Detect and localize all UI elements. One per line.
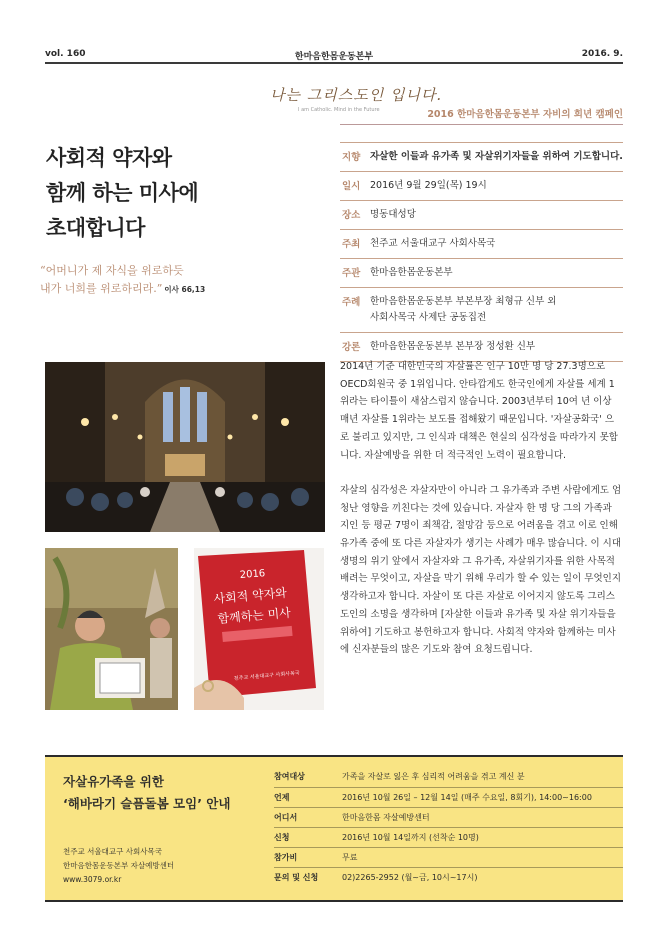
issue-date: 2016. 9. bbox=[581, 49, 623, 59]
scripture-quote bbox=[40, 262, 205, 299]
article-paragraph: 2014년 기준 대한민국의 자살률은 인구 10만 명 당 27.3명으로 OECD회원국 중 1위입니다. 안타깝게도 한국인에게 자살를 세계 1위라는 타이틀이 새삼스럽지 않습니다. 2003년부터 10여 년 이상 매년 자살를 1위라는 보도를 접해왔기 때문입니다. '자살공화국' 으로 불리고 있지만, 그 인식과 대책은 현실의 심각성을 따라가지 못합니다. 자살예방을 위한 더 적극적인 노력이 필요합니다. bbox=[340, 361, 618, 461]
detail-key: 문의 및 신청 bbox=[274, 872, 319, 882]
info-row bbox=[340, 259, 623, 288]
detail-key: 어디서 bbox=[274, 807, 342, 827]
divider bbox=[340, 124, 623, 125]
organizer-name: 천주교 서울대교구 사회사목국 bbox=[63, 847, 162, 856]
campaign-label: 2016 한마음한몸운동본부 자비의 희년 캠페인 bbox=[427, 109, 623, 120]
info-value bbox=[370, 294, 623, 326]
cathedral-mass-photo bbox=[45, 362, 325, 532]
booklet-photo bbox=[194, 548, 324, 710]
info-value-line: 한마음한몸운동본부 부본부장 최형규 신부 외 bbox=[370, 296, 557, 307]
box-organizers bbox=[63, 845, 174, 887]
article-body bbox=[340, 358, 623, 677]
info-key: 주례 bbox=[342, 297, 361, 308]
info-value: 한마음한몸운동본부 본부장 정성환 신부 bbox=[370, 341, 536, 352]
volume-label: vol. 160 bbox=[45, 49, 86, 59]
title-line: 사회적 약자와 bbox=[46, 146, 172, 170]
info-key: 주최 bbox=[342, 239, 361, 250]
quote-line: “어머니가 제 자식을 위로하듯 bbox=[40, 264, 184, 277]
info-row bbox=[340, 142, 623, 172]
org-name: 한마음한몸운동본부 bbox=[294, 52, 374, 62]
support-group-details bbox=[274, 767, 623, 887]
detail-key: 언제 bbox=[274, 787, 342, 807]
detail-value: 2016년 10월 14일까지 (선착순 10명) bbox=[342, 827, 623, 847]
info-key: 강론 bbox=[342, 342, 361, 353]
info-row bbox=[340, 201, 623, 230]
title-line: 초대합니다 bbox=[46, 216, 145, 240]
title-line: 함께 하는 미사에 bbox=[46, 181, 199, 205]
detail-value: 가족을 자살로 잃은 후 심리적 어려움을 겪고 계신 분 bbox=[342, 767, 623, 787]
booklet-title: 사회적 약자와 bbox=[213, 585, 288, 606]
info-value: 자살한 이들과 유가족 및 자살위기자들을 위하여 기도합니다. bbox=[370, 151, 623, 162]
box-title-line: 자살유가족을 위한 bbox=[63, 774, 164, 789]
detail-value: 2016년 10월 26일 – 12월 14일 (매주 수요일, 8회기), 14:00~16:00 bbox=[342, 787, 623, 807]
detail-value: 한마음한몸 자살예방센터 bbox=[342, 807, 623, 827]
logo-subtext: I am Catholic. Mind in the Future bbox=[298, 107, 380, 113]
info-row bbox=[340, 288, 623, 333]
booklet-footer: 천주교 서울대교구 사회사목국 bbox=[233, 670, 300, 682]
info-row bbox=[340, 172, 623, 201]
box-title-line: ‘해바라기 슬픔돌봄 모임’ 안내 bbox=[63, 796, 231, 811]
logo-script: 나는 그리스도인 입니다. bbox=[270, 86, 443, 104]
support-group-box bbox=[45, 755, 623, 902]
booklet-year: 2016 bbox=[239, 568, 266, 581]
info-value: 천주교 서울대교구 사회사목국 bbox=[370, 238, 496, 249]
detail-row bbox=[274, 767, 623, 787]
box-title bbox=[63, 771, 230, 815]
detail-row bbox=[274, 827, 623, 847]
info-value: 한마음한몸운동본부 bbox=[370, 267, 453, 278]
detail-row bbox=[274, 807, 623, 827]
organizer-name: 한마음한몸운동본부 자살예방센터 bbox=[63, 861, 175, 870]
event-info-table bbox=[340, 142, 623, 362]
info-key: 장소 bbox=[342, 210, 361, 221]
detail-key: 참가비 bbox=[274, 847, 342, 867]
page-title bbox=[46, 141, 198, 246]
priest-photo bbox=[45, 548, 178, 710]
detail-row bbox=[274, 847, 623, 867]
detail-key: 참여대상 bbox=[274, 767, 342, 787]
info-row bbox=[340, 230, 623, 259]
info-key: 주관 bbox=[342, 268, 361, 279]
website-link[interactable]: www.3079.or.kr bbox=[63, 875, 122, 884]
quote-line: 내가 너희를 위로하리라.” bbox=[40, 282, 163, 295]
detail-value: 02)2265-2952 (월~금, 10시~17시) bbox=[342, 872, 478, 882]
info-value: 명동대성당 bbox=[370, 209, 416, 220]
detail-key: 신청 bbox=[274, 827, 342, 847]
detail-row bbox=[274, 787, 623, 807]
detail-row bbox=[274, 867, 623, 887]
campaign-logo bbox=[270, 84, 443, 118]
booklet-title: 함께하는 미사 bbox=[217, 605, 292, 626]
article-paragraph: 자살의 심각성은 자살자만이 아니라 그 유가족과 주변 사람에게도 엄청난 영향을 끼친다는 것에 있습니다. 자살자 한 명 당 그의 가족과 지인 등 평균 7명이 죄책감, 절망감 등으로 어려움을 겪고 이로 인해 유가족 중에 또 다른 자살자가 생기는 사례가 매우 많습니다. 이 시대 생명의 위기 앞에서 자살자와 그 유가족, 자살위기자를 위한 사목적 배려는 무엇이고, 자살을 막기 위해 우리가 할 수 있는 일이 무엇인지 생각하고자 합니다. 자살이 또 다른 자살로 이어지지 않도록 그리스도인의 소명을 생각하며 [자살한 이들과 유가족 및 자살 위기자들을 위하여] 기도하고 봉헌하고자 합니다. 사회적 약자와 함께하는 미사에 신자분들의 많은 기도와 참여 요청드립니다. bbox=[340, 484, 622, 656]
detail-value: 무료 bbox=[342, 847, 623, 867]
info-value-line: 사회사목국 사제단 공동집전 bbox=[370, 312, 487, 323]
page-header bbox=[45, 46, 623, 64]
info-key: 일시 bbox=[342, 181, 361, 192]
info-value: 2016년 9월 29일(목) 19시 bbox=[370, 180, 487, 191]
info-key: 지향 bbox=[342, 152, 361, 163]
quote-source: 이사 66,13 bbox=[164, 285, 206, 294]
